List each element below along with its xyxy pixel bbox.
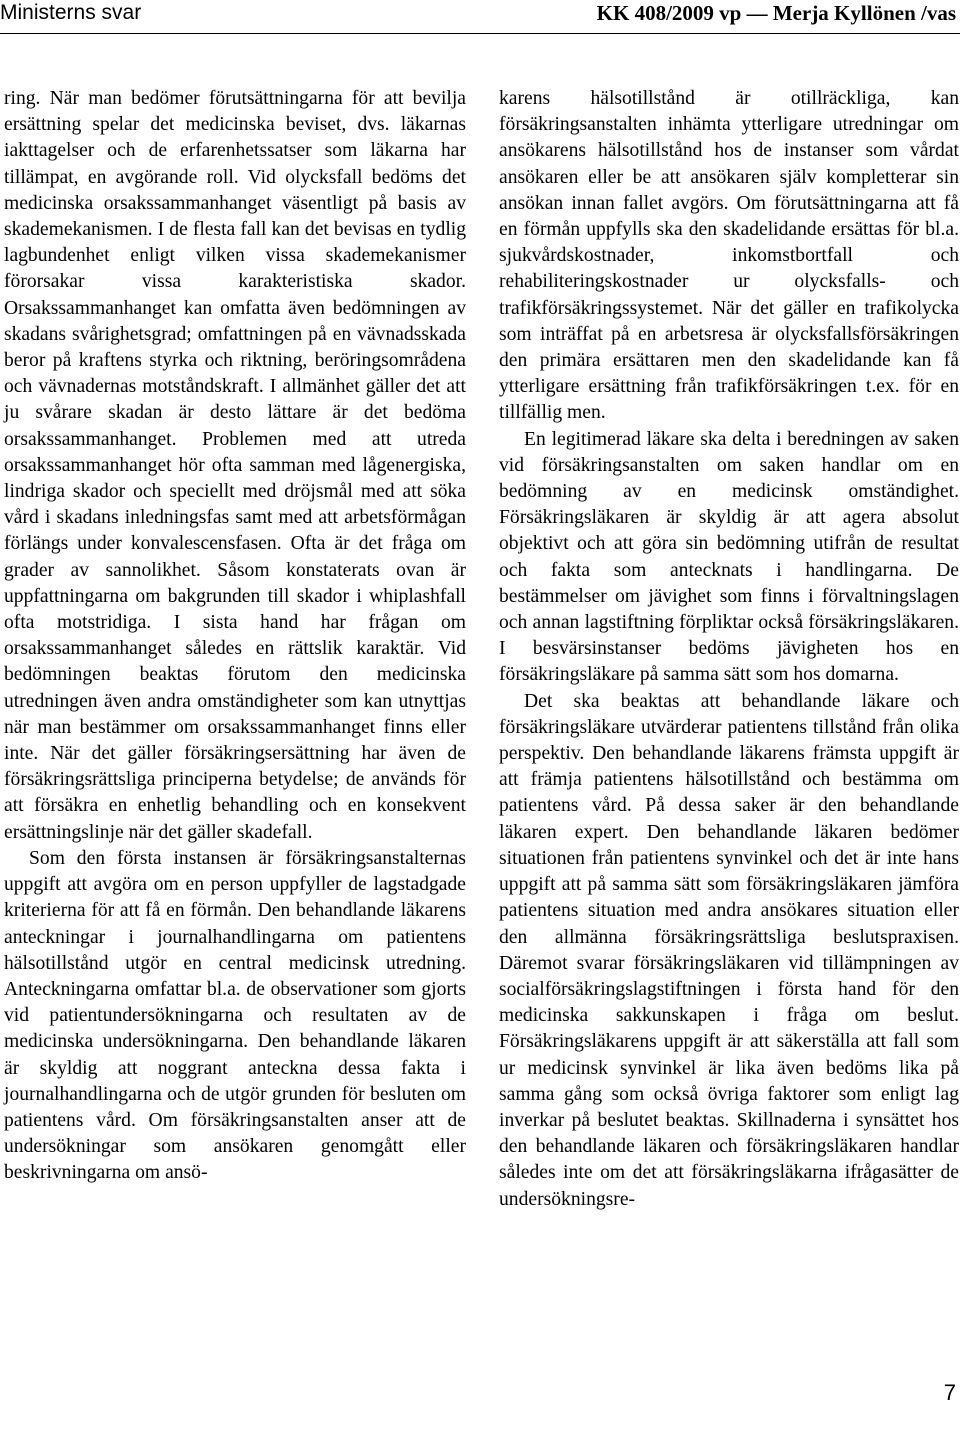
left-paragraph: Som den första instansen är försäkringsanstalternas uppgift att avgöra om en person uppfyller de lagstadgade kriterierna för att få en förmån. Den behandlande läkarens anteckningar i journalhandlingarna om patientens hälsotillstånd utgör en central medicinsk utredning. Anteckningarna omfattar bl.a. de observationer som gjorts vid patientundersökningarna och resultaten av de medicinska undersökningarna. Den behandlande läkaren är skyldig att noggrant anteckna dessa fakta i journalhandlingarna och de utgör grunden för besluten om patientens vård. Om försäkringsanstalten anser att de undersökningar som ansökaren genomgått eller beskrivningarna om ansö- bbox=[4, 847, 466, 1184]
left-paragraph: ring. När man bedömer förutsättningarna för att bevilja ersättning spelar det medicinska beviset, dvs. läkarnas iakttagelser och de erfarenhetssatser som läkarna har tillämpat, en avgörande roll. Vid olycksfall bedöms det medicinska orsakssammanhanget väsentligt på basis av skademekanismen. I de flesta fall kan det bevisas en tydlig lagbundenhet enligt vilken vissa skademekanismer förorsakar vissa karakteristiska skador. Orsakssammanhanget kan omfatta även bedömningen av skadans svårighetsgrad; omfattningen på en vävnadsskada beror på kraftens styrka och riktning, beröringsområdena och vävnadernas motståndskraft. I allmänhet gäller det att ju svårare skadan är desto lättare är det bedöma orsakssammanhanget. Problemen med att utreda orsakssammanhanget hör ofta samman med lågenergiska, lindriga skador och speciellt med dröjsmål med att söka vård i skadans inledningsfas samt med att arbetsförmågan förlängs under konvalescensfasen. Ofta är det fråga om grader av sannolikhet. Såsom konstaterats ovan är uppfattningarna om bakgrunden till skador i whiplashfall ofta motstridiga. I sista hand har frågan om orsakssammanhanget således en rättslik karaktär. Vid bedömningen beaktas förutom den medicinska utredningen även andra omständigheter som kan utnyttjas när man bestämmer om orsakssammanhanget finns eller inte. När det gäller försäkringsersättning har även de försäkringsrättsliga principerna betydelse; de används för att försäkra en enhetlig behandling och en konsekvent ersättningslinje när det gäller skadefall. bbox=[4, 88, 466, 843]
page-header bbox=[0, 0, 960, 26]
right-column bbox=[499, 86, 959, 1213]
right-paragraph: Det ska beaktas att behandlande läkare och försäkringsläkare utvärderar patientens tillstånd från olika perspektiv. Den behandlande läkarens främsta uppgift är att främja patientens hälsotillstånd och bestämma om patientens vård. På dessa saker är den behandlande läkaren expert. Den behandlande läkaren bedömer situationen från patientens synvinkel och det är inte hans uppgift att på samma sätt som försäkringsläkaren jämföra patientens situation med andra ansökares situation eller den allmänna försäkringsrättsliga beslutspraxisen. Däremot svarar försäkringsläkaren vid tillämpningen av socialförsäkringslagstiftningen i första hand för den medicinska sakkunskapen i fråga om beslut. Försäkringsläkarens uppgift är att säkerställa att fall som ur medicinsk synvinkel är lika även bedöms lika på samma gång som också övriga faktorer som enligt lag inverkar på beslutet beaktas. Skillnaderna i synsättet hos den behandlande läkaren och försäkringsläkaren handlar således inte om det att försäkringsläkarna ifrågasätter de undersökningsre- bbox=[499, 690, 959, 1210]
right-paragraph: karens hälsotillstånd är otillräckliga, kan försäkringsanstalten inhämta ytterligare utredningar om ansökarens hälsotillstånd hos de instanser som vårdat ansökaren eller be att ansökaren själv kompletterar sin ansökan innan fallet avgörs. Om förutsättningarna att få en förmån uppfylls ska den skadelidande ersättas för bl.a. sjukvårdskostnader, inkomstbortfall och rehabiliteringskostnader ur olycksfalls- och trafikförsäkringssystemet. När det gäller en trafikolycka som inträffat på en arbetsresa är olycksfallsförsäkringen den primära ersättaren men den skadelidande kan få ytterligare ersättning från trafikförsäkringen t.ex. för en tillfällig men. bbox=[499, 88, 959, 424]
header-ministry-answer: Ministerns svar bbox=[0, 1, 142, 24]
left-column bbox=[4, 86, 466, 1187]
right-paragraph: En legitimerad läkare ska delta i beredningen av saken vid försäkringsanstalten om saken handlar om en bedömning av en medicinsk omständighet. Försäkringsläkaren är skyldig är att agera absolut objektivt och att göra sin bedömning utifrån de resultat och fakta som antecknats i handlingarna. De bestämmelser om jävighet som finns i förvaltningslagen och annan lagstiftning förpliktar också försäkringsläkaren. I besvärsinstanser bedöms jävigheten hos en försäkringsläkare på samma sätt som hos domarna. bbox=[499, 428, 959, 686]
header-rule bbox=[0, 33, 960, 34]
page-number: 7 bbox=[943, 1380, 956, 1405]
header-document-reference: KK 408/2009 vp — Merja Kyllönen /vas bbox=[596, 1, 956, 25]
